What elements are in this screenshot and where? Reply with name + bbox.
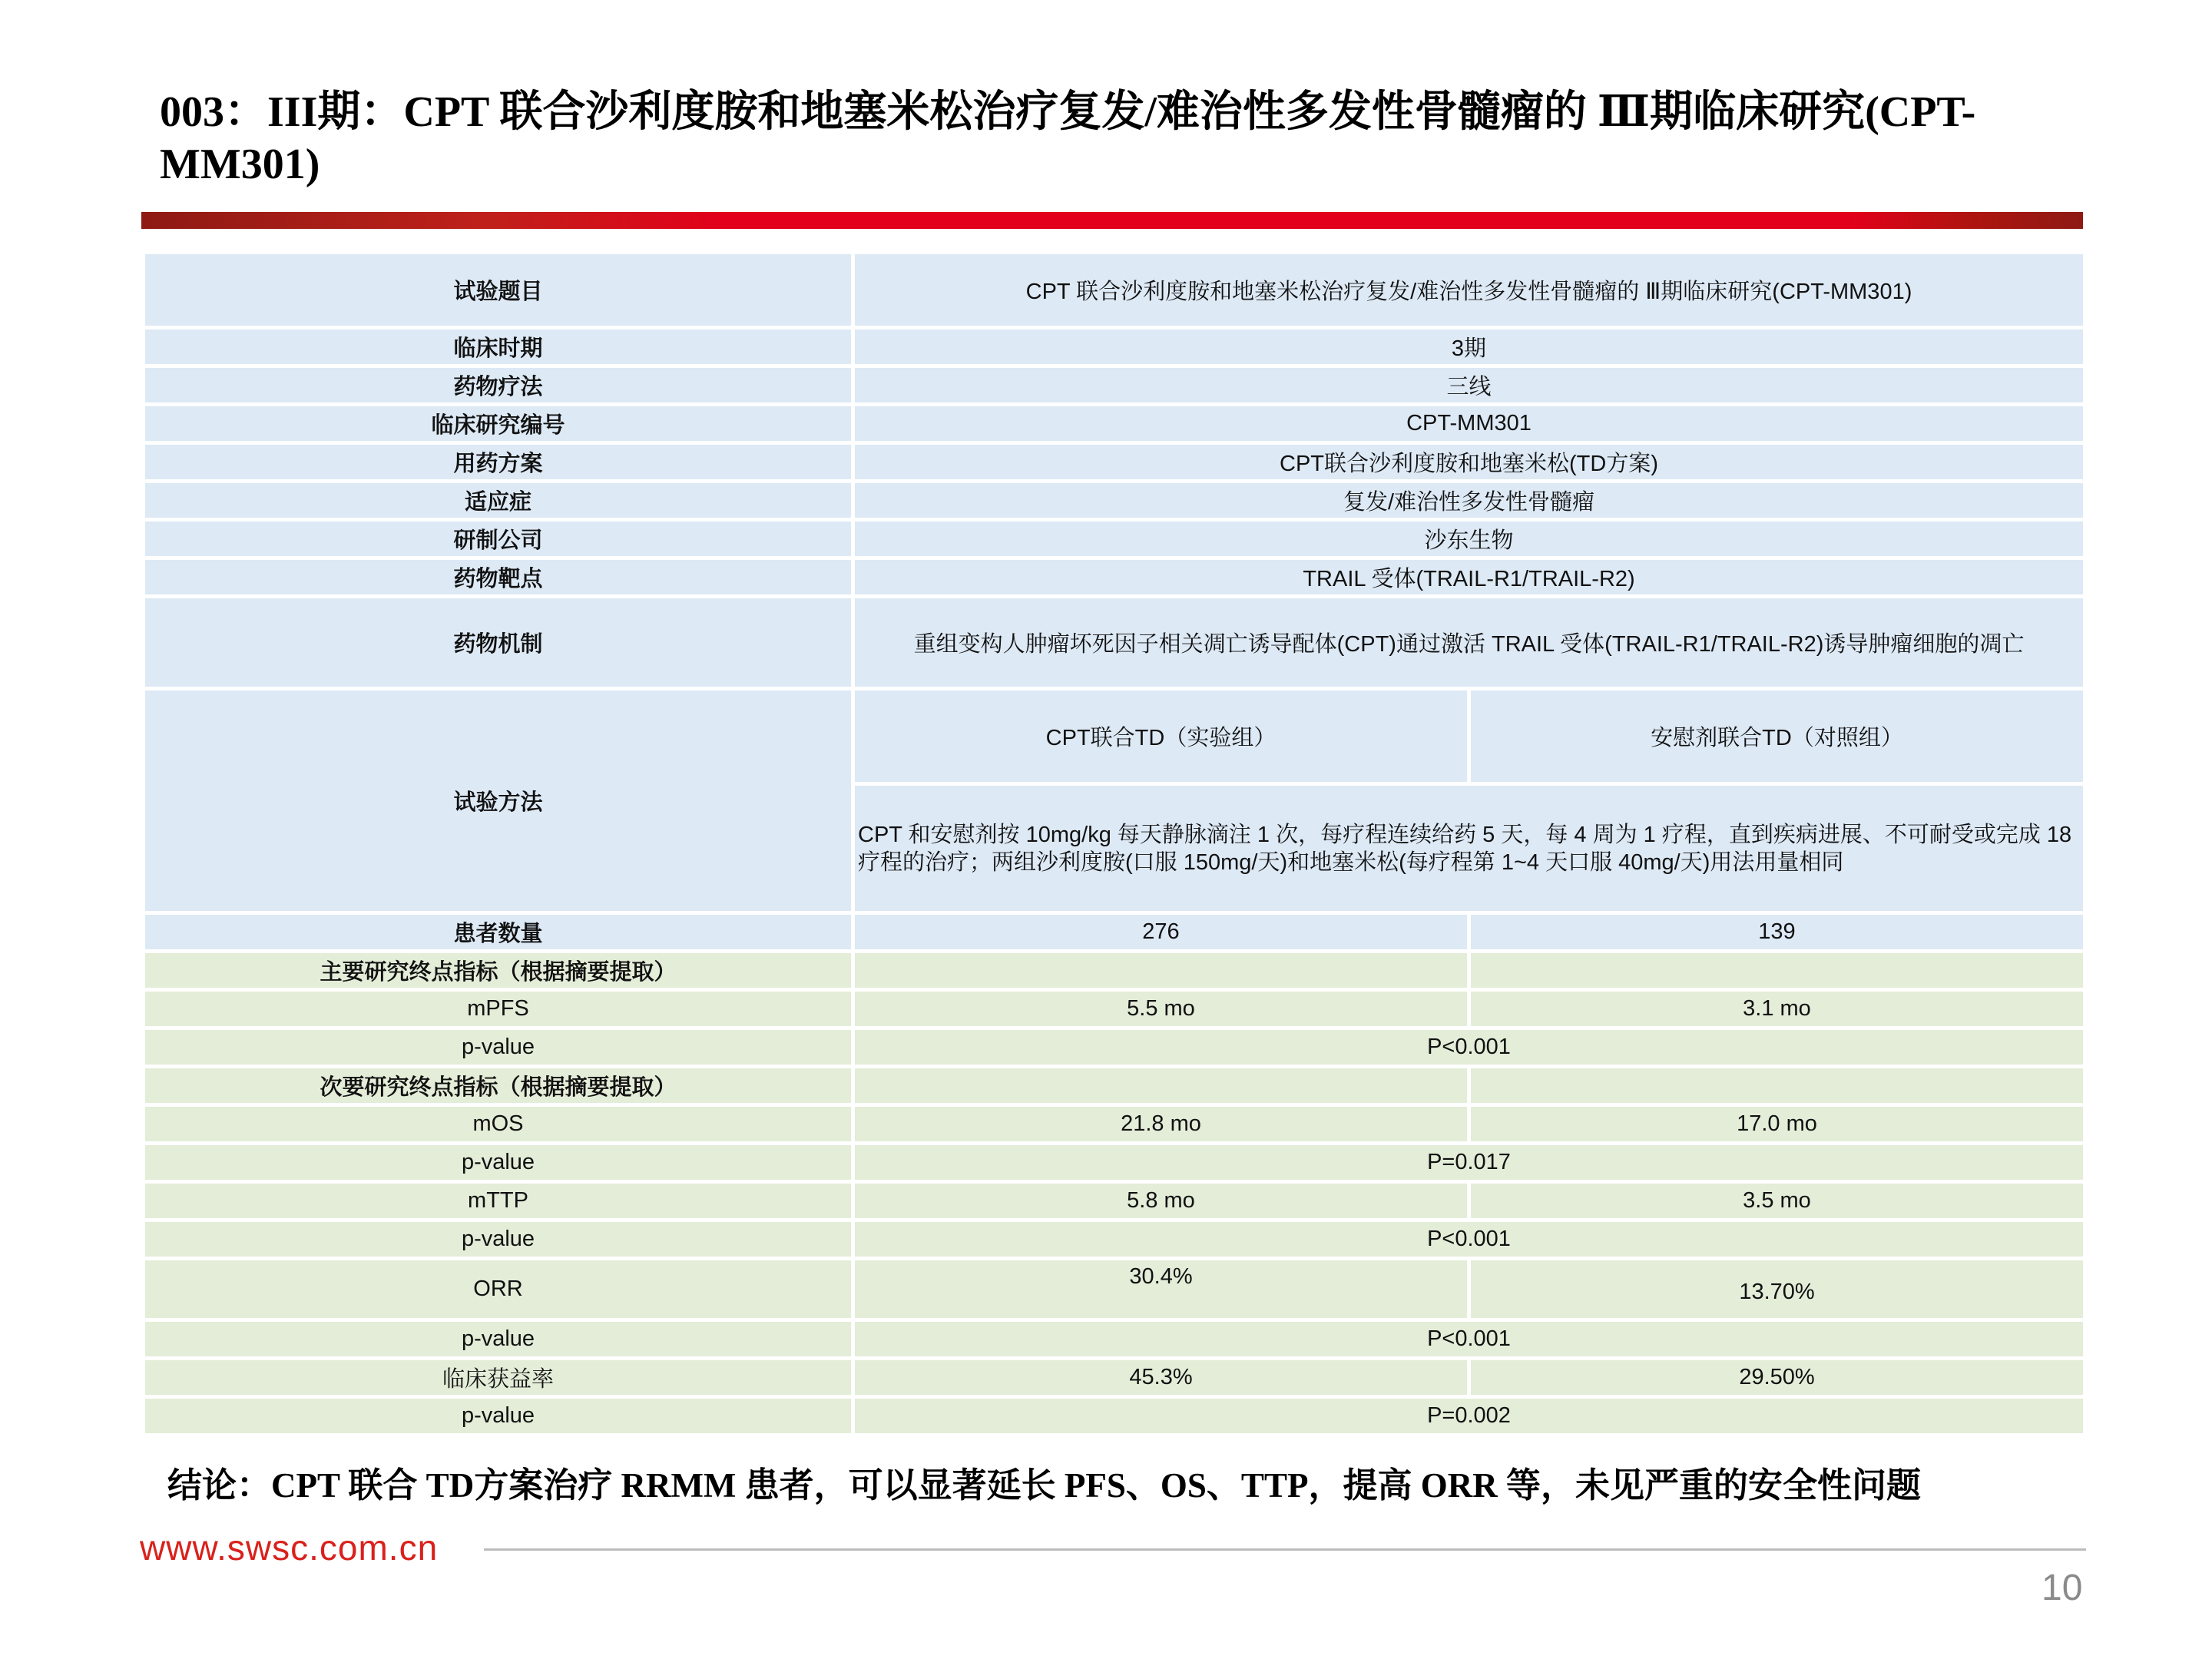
page-number: 10 <box>2041 1568 2083 1608</box>
website-link[interactable]: www.swsc.com.cn <box>140 1528 439 1568</box>
ctrl-value: 139 <box>1469 913 2085 952</box>
p-value: P=0.002 <box>853 1397 2085 1435</box>
p-value: P<0.001 <box>853 1220 2085 1259</box>
table-row <box>144 990 2085 1028</box>
title-red-bar <box>141 212 2083 229</box>
ctrl-value: 29.50% <box>1469 1359 2085 1397</box>
table-row <box>144 520 2085 558</box>
row-label: 试验题目 <box>144 253 853 328</box>
secondary-endpoint-header: 次要研究终点指标（根据摘要提取） <box>144 1067 853 1105</box>
exp-value-text: 30.4% <box>1129 1264 1193 1289</box>
table-row <box>144 913 2085 952</box>
exp-value: 5.8 mo <box>853 1182 1469 1220</box>
row-value: CPT 联合沙利度胺和地塞米松治疗复发/难治性多发性骨髓瘤的 Ⅲ期临床研究(CPT-MM301) <box>853 253 2085 328</box>
row-label: p-value <box>144 1220 853 1259</box>
group-exp-header: CPT联合TD（实验组） <box>853 689 1469 784</box>
table-row <box>144 253 2085 328</box>
empty-cell <box>1469 952 2085 990</box>
table-row <box>144 558 2085 597</box>
row-label: 药物疗法 <box>144 366 853 405</box>
table-row <box>144 1259 2085 1320</box>
row-value: 3期 <box>853 328 2085 366</box>
row-value: CPT-MM301 <box>853 405 2085 443</box>
table-row <box>144 1067 2085 1105</box>
row-value: CPT联合沙利度胺和地塞米松(TD方案) <box>853 443 2085 482</box>
row-label: 适应症 <box>144 482 853 520</box>
exp-value: 5.5 mo <box>853 990 1469 1028</box>
row-label: p-value <box>144 1028 853 1067</box>
row-value: 三线 <box>853 366 2085 405</box>
row-label: mOS <box>144 1105 853 1144</box>
row-label: p-value <box>144 1397 853 1435</box>
trial-table <box>141 250 2087 1437</box>
empty-cell <box>853 1067 1469 1105</box>
table-row <box>144 482 2085 520</box>
table-row <box>144 443 2085 482</box>
table-row <box>144 405 2085 443</box>
row-label: 研制公司 <box>144 520 853 558</box>
empty-cell <box>1469 1067 2085 1105</box>
table-row <box>144 1320 2085 1359</box>
row-label: mTTP <box>144 1182 853 1220</box>
row-label: 临床时期 <box>144 328 853 366</box>
table-row <box>144 1359 2085 1397</box>
table-row <box>144 597 2085 689</box>
table-row <box>144 366 2085 405</box>
exp-value: 21.8 mo <box>853 1105 1469 1144</box>
exp-value: 45.3% <box>853 1359 1469 1397</box>
row-label: 药物靶点 <box>144 558 853 597</box>
table-row <box>144 689 2085 784</box>
exp-value <box>853 1259 1469 1320</box>
row-label: mPFS <box>144 990 853 1028</box>
row-value: 重组变构人肿瘤坏死因子相关凋亡诱导配体(CPT)通过激活 TRAIL 受体(TRAIL-R1/TRAIL-R2)诱导肿瘤细胞的凋亡 <box>853 597 2085 689</box>
ctrl-value: 17.0 mo <box>1469 1105 2085 1144</box>
table-row <box>144 952 2085 990</box>
conclusion-text: 结论：CPT 联合 TD方案治疗 RRMM 患者，可以显著延长 PFS、OS、TTP，提高 ORR 等，未见严重的安全性问题 <box>167 1466 1921 1505</box>
row-value: 复发/难治性多发性骨髓瘤 <box>853 482 2085 520</box>
p-value: P<0.001 <box>853 1028 2085 1067</box>
primary-endpoint-header: 主要研究终点指标（根据摘要提取） <box>144 952 853 990</box>
group-ctrl-header: 安慰剂联合TD（对照组） <box>1469 689 2085 784</box>
ctrl-value: 3.1 mo <box>1469 990 2085 1028</box>
p-value: P<0.001 <box>853 1320 2085 1359</box>
table-row <box>144 1182 2085 1220</box>
ctrl-value <box>1469 1259 2085 1320</box>
table-row <box>144 1397 2085 1435</box>
table-row <box>144 1220 2085 1259</box>
row-label: 药物机制 <box>144 597 853 689</box>
table-row <box>144 1105 2085 1144</box>
table-row <box>144 328 2085 366</box>
ctrl-value-text: 13.70% <box>1739 1280 1815 1304</box>
page-title: 003：III期：CPT 联合沙利度胺和地塞米松治疗复发/难治性多发性骨髓瘤的 Ⅲ期临床研究(CPT-MM301) <box>160 88 1976 188</box>
row-label: ORR <box>144 1259 853 1320</box>
row-label: 临床研究编号 <box>144 405 853 443</box>
row-value: 沙东生物 <box>853 520 2085 558</box>
table-row <box>144 1144 2085 1182</box>
p-value: P=0.017 <box>853 1144 2085 1182</box>
empty-cell <box>853 952 1469 990</box>
method-description: CPT 和安慰剂按 10mg/kg 每天静脉滴注 1 次，每疗程连续给药 5 天，每 4 周为 1 疗程，直到疾病进展、不可耐受或完成 18 疗程的治疗；两组沙利度胺(口服 150mg/天)和地塞米松(每疗程第 1~4 天口服 40mg/天)用法用量相同 <box>853 784 2085 913</box>
row-label: 患者数量 <box>144 913 853 952</box>
method-label: 试验方法 <box>144 689 853 913</box>
row-label: 用药方案 <box>144 443 853 482</box>
footer-divider <box>484 1548 2086 1551</box>
row-label: p-value <box>144 1320 853 1359</box>
row-label: p-value <box>144 1144 853 1182</box>
table-row <box>144 1028 2085 1067</box>
exp-value: 276 <box>853 913 1469 952</box>
row-label: 临床获益率 <box>144 1359 853 1397</box>
ctrl-value: 3.5 mo <box>1469 1182 2085 1220</box>
row-value: TRAIL 受体(TRAIL-R1/TRAIL-R2) <box>853 558 2085 597</box>
